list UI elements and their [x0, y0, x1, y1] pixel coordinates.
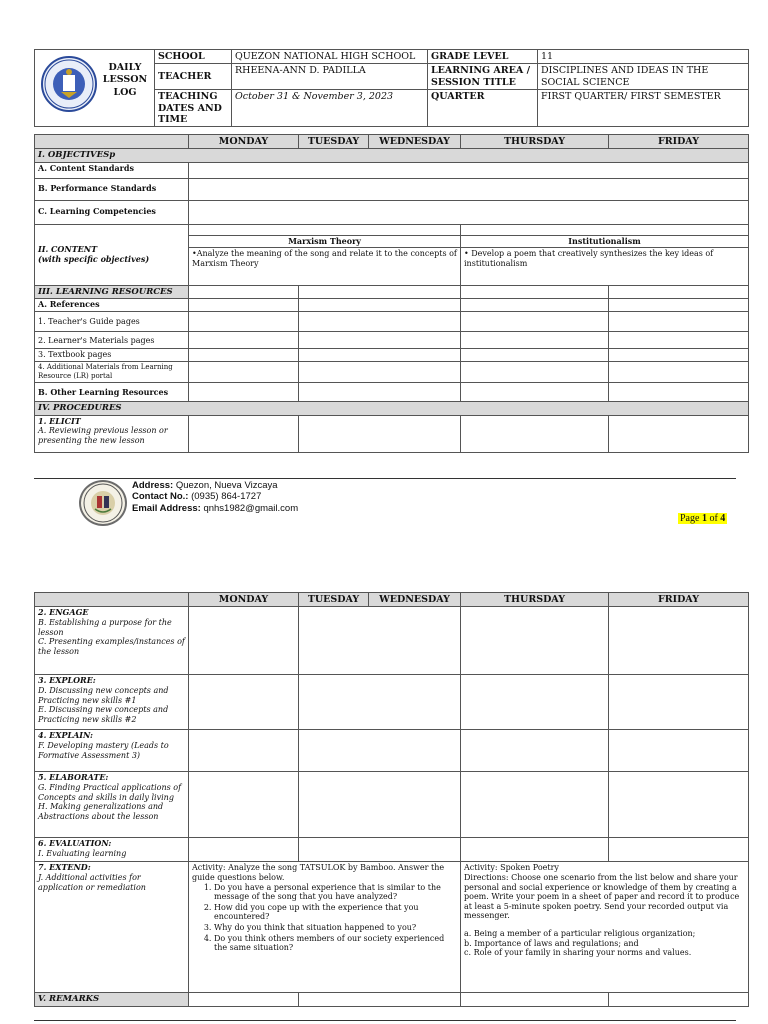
address-value: Quezon, Nueva Vizcaya — [175, 480, 278, 491]
guide-question: 3. Why do you think that situation happened to you? — [214, 923, 457, 933]
page2-table — [34, 592, 749, 1007]
teachers-guide-label: 1. Teacher's Guide pages — [35, 312, 189, 332]
evaluation-cell — [35, 838, 189, 862]
objectives-heading: I. OBJECTIVESp — [35, 149, 749, 162]
learning-competencies-cell — [189, 200, 749, 224]
additional-materials-label: 4. Additional Materials from Learning Resource (LR) portal — [35, 362, 189, 383]
explain-cell — [35, 730, 189, 772]
scenario-option: a. Being a member of a particular religious organization; — [464, 928, 696, 938]
day-friday-2: FRIDAY — [609, 593, 749, 607]
textbook-label: 3. Textbook pages — [35, 349, 189, 362]
teacher-label: TEACHER — [155, 64, 232, 90]
day-monday-2: MONDAY — [189, 593, 299, 607]
day-tuesday: TUESDAY — [299, 135, 369, 149]
page-number: Page 1 of 4 — [680, 513, 726, 524]
guide-questions-list — [192, 883, 457, 953]
area-label: LEARNING AREA / SESSION TITLE — [428, 64, 538, 90]
dates-label: TEACHING DATES AND TIME — [155, 90, 232, 127]
content-subtitle: (with specific objectives) — [38, 253, 150, 264]
area-value: DISCIPLINES AND IDEAS IN THE SOCIAL SCIENCE — [538, 64, 749, 90]
scenario-option: c. Role of your family in sharing your norms and values. — [464, 948, 692, 958]
contact-block — [132, 480, 432, 514]
corner-cell — [35, 135, 189, 149]
spoken-poetry-directions: Directions: Choose one scenario from the list below and share your personal and social experience or knowledge of them by creating a poem. Write your poem in a sheet of paper and record it to produce at least a 5-minute spoken poetry. Send your recorded output via messenger. — [464, 872, 740, 921]
procedures-heading: IV. PROCEDURES — [35, 402, 749, 415]
topic-institutionalism: Institutionalism — [461, 235, 749, 248]
grade-value: 11 — [538, 50, 749, 64]
explain-f: F. Developing mastery (Leads to Formative Assessment 3) — [38, 740, 169, 760]
learners-materials-label: 2. Learner's Materials pages — [35, 332, 189, 349]
spoken-poetry-title: Activity: Spoken Poetry — [464, 863, 559, 873]
school-value: QUEZON NATIONAL HIGH SCHOOL — [232, 50, 428, 64]
content-blank-left — [189, 224, 461, 235]
content-blank-right — [461, 224, 749, 235]
explain-title: 4. EXPLAIN: — [38, 730, 94, 741]
corner-cell-2 — [35, 593, 189, 607]
activity-tatsulok-intro: Activity: Analyze the song TATSULOK by Bamboo. Answer the guide questions below. — [192, 863, 445, 882]
remarks-heading: V. REMARKS — [35, 993, 189, 1006]
day-thursday-2: THURSDAY — [461, 593, 609, 607]
deped-seal — [41, 56, 97, 112]
footer-rule-bottom — [34, 1020, 736, 1021]
topic-marxism: Marxism Theory — [189, 235, 461, 248]
engage-title: 2. ENGAGE — [38, 607, 89, 618]
engage-c: C. Presenting examples/instances of the lesson — [38, 637, 185, 656]
guide-question: 2. How did you cope up with the experience that you encountered? — [214, 903, 457, 922]
quarter-label: QUARTER — [428, 90, 538, 127]
teacher-value: RHEENA-ANN D. PADILLA — [232, 64, 428, 90]
elicit-cell — [35, 415, 189, 452]
activity-spoken-poetry — [461, 862, 749, 993]
content-heading — [35, 224, 189, 286]
guide-question: 4. Do you think others members of our society experienced the same situation? — [214, 934, 457, 953]
scenario-option: b. Importance of laws and regulations; and — [464, 938, 639, 948]
elaborate-g: G. Finding Practical applications of Concepts and skills in daily living — [38, 782, 182, 802]
explore-d: D. Discussing new concepts and Practicing new skills #1 — [38, 685, 169, 705]
email-value: qnhs1982@gmail.com — [203, 502, 299, 514]
contact-value: (0935) 864-1727 — [191, 491, 262, 503]
email-label: Email Address: — [132, 502, 201, 514]
footer-rule-top — [34, 478, 736, 479]
learning-competencies-label: C. Learning Competencies — [35, 200, 189, 224]
grade-label: GRADE LEVEL — [428, 50, 538, 64]
school-logo — [79, 480, 127, 526]
page1-table — [34, 134, 749, 453]
address-label: Address: — [132, 480, 174, 491]
activity-tatsulok — [189, 862, 461, 993]
day-wednesday-2: WEDNESDAY — [369, 593, 461, 607]
extend-j: J. Additional activities for application or remediation — [38, 872, 146, 892]
explore-cell — [35, 675, 189, 730]
extend-cell — [35, 862, 189, 993]
dll-title: DAILY LESSON LOG — [102, 62, 148, 98]
guide-question: 1. Do you have a personal experience that is similar to the message of the song that you have analyzed? — [214, 883, 457, 902]
header-table — [34, 49, 749, 127]
contact-label: Contact No.: — [132, 491, 189, 503]
engage-cell — [35, 607, 189, 675]
elicit-a: A. Reviewing previous lesson or presenting the new lesson — [38, 426, 168, 445]
quarter-value: FIRST QUARTER/ FIRST SEMESTER — [538, 90, 749, 127]
learning-resources-heading: III. LEARNING RESOURCES — [35, 286, 189, 299]
content-standards-cell — [189, 162, 749, 178]
elaborate-title: 5. ELABORATE: — [38, 772, 109, 783]
engage-b: B. Establishing a purpose for the lesson — [38, 617, 172, 637]
school-label: SCHOOL — [155, 50, 232, 64]
performance-standards-label: B. Performance Standards — [35, 178, 189, 200]
explore-e: E. Discussing new concepts and Practicing new skills #2 — [38, 705, 169, 724]
day-tuesday-2: TUESDAY — [299, 593, 369, 607]
title-cell — [35, 50, 155, 127]
elaborate-h: H. Making generalizations and Abstractions about the lesson — [38, 802, 164, 821]
extend-title: 7. EXTEND: — [38, 862, 91, 873]
explore-title: 3. EXPLORE: — [38, 675, 96, 686]
evaluation-i: I. Evaluating learning — [38, 848, 127, 858]
objective-institutionalism: • Develop a poem that creatively synthesizes the key ideas of institutionalism — [461, 248, 749, 286]
day-friday: FRIDAY — [609, 135, 749, 149]
references-label: A. References — [35, 299, 189, 312]
objective-marxism: •Analyze the meaning of the song and relate it to the concepts of Marxism Theory — [189, 248, 461, 286]
elicit-title: 1. ELICIT — [38, 415, 81, 426]
performance-standards-cell — [189, 178, 749, 200]
content-title: II. CONTENT — [38, 244, 98, 255]
content-standards-label: A. Content Standards — [35, 162, 189, 178]
day-thursday: THURSDAY — [461, 135, 609, 149]
day-wednesday: WEDNESDAY — [369, 135, 461, 149]
other-resources-label: B. Other Learning Resources — [35, 383, 189, 402]
evaluation-title: 6. EVALUATION: — [38, 838, 112, 849]
dates-value: October 31 & November 3, 2023 — [232, 90, 428, 127]
day-monday: MONDAY — [189, 135, 299, 149]
elaborate-cell — [35, 772, 189, 838]
